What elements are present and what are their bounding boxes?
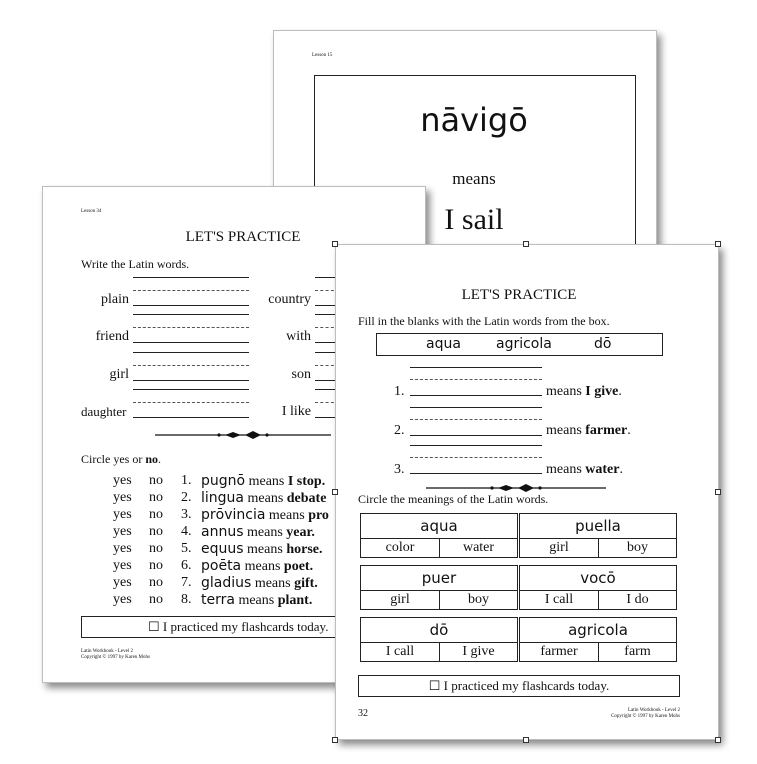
fill-number: 2. — [394, 423, 405, 438]
write-guide — [133, 290, 249, 291]
write-line — [410, 367, 542, 368]
meaning-option-label: water — [462, 540, 495, 555]
practiced-label: ☐ I practiced my flashcards today. — [428, 678, 610, 693]
meaning-option-label: girl — [549, 540, 569, 555]
fill-number: 3. — [394, 462, 405, 477]
page-number: 32 — [358, 708, 368, 719]
circle-instruction: Circle the meanings of the Latin words. — [358, 492, 549, 506]
right-footer-line2: Copyright © 1997 by Karen Mohs — [611, 714, 680, 719]
resize-handle-sw[interactable] — [332, 737, 338, 743]
write-guide — [410, 379, 542, 380]
flashcard-word: nāvigō — [420, 101, 528, 139]
left-footer-line1: Latin Workbook - Level 2 — [81, 649, 133, 654]
left-word-label: daughter — [81, 404, 127, 419]
resize-handle-e[interactable] — [715, 489, 721, 495]
meaning-latin: puer — [421, 569, 457, 587]
box-word: aqua — [426, 336, 461, 352]
write-guide — [133, 402, 249, 403]
write-line — [410, 407, 542, 408]
flashcard-means: means — [452, 169, 496, 188]
resize-handle-n[interactable] — [523, 241, 529, 247]
meaning-option-label: I do — [626, 592, 649, 607]
circle-instruction: Circle yes or no. — [81, 452, 161, 466]
meaning-option-label: I give — [462, 644, 495, 659]
fill-text: means I give. — [546, 384, 622, 399]
meaning-latin: dō — [429, 621, 449, 639]
write-line — [410, 445, 542, 446]
resize-handle-nw[interactable] — [332, 241, 338, 247]
divider-ornament — [155, 429, 331, 441]
right-word-label: country — [268, 292, 311, 307]
flashcard-meaning: I sail — [444, 203, 504, 236]
meaning-latin: puella — [575, 517, 621, 535]
resize-handle-w[interactable] — [332, 489, 338, 495]
meaning-option-label: I call — [544, 592, 574, 607]
right-word-label: with — [286, 329, 311, 344]
practiced-box — [358, 675, 680, 697]
write-guide — [410, 457, 542, 458]
write-line — [133, 352, 249, 353]
meaning-option-label: boy — [468, 592, 489, 607]
write-guide — [133, 327, 249, 328]
left-page-instruction: Write the Latin words. — [81, 257, 190, 271]
left-page: Lesson 34 LET'S PRACTICE Write the Latin words. plain friend girl daughter country with son I like Circle yes or no. yes no 1. pugnō means I stop. yes no 2. lingua means debate yes no 3. prōvincia means pro yes no 4. annus means year. yes no 5. equus means horse. yes no 6. poēta means poet. yes no 7. gladius means gift. yes no 8. terra means plant. ☐ I practiced my flashcards today. Latin Workbook - Level 2 Copyright © 1997 by Karen Mohs — [42, 186, 426, 683]
right-word-label: son — [291, 367, 311, 382]
box-word: agricola — [496, 336, 552, 352]
resize-handle-ne[interactable] — [715, 241, 721, 247]
left-page-title: LET'S PRACTICE — [185, 229, 301, 245]
back-page-lesson: Lesson 15 — [312, 53, 333, 58]
resize-handle-se[interactable] — [715, 737, 721, 743]
left-word-label: plain — [101, 292, 129, 307]
write-line — [410, 435, 542, 436]
write-guide — [410, 419, 542, 420]
box-word: dō — [594, 336, 612, 352]
write-guide — [133, 365, 249, 366]
meaning-option-label: farm — [624, 644, 651, 659]
left-word-label: girl — [109, 367, 129, 382]
meaning-option-label: girl — [390, 592, 410, 607]
write-line — [133, 277, 249, 278]
practiced-label: ☐ I practiced my flashcards today. — [148, 619, 329, 634]
resize-handle-s[interactable] — [523, 737, 529, 743]
meaning-option-label: color — [385, 540, 415, 555]
right-word-label: I like — [281, 404, 311, 419]
meaning-latin: vocō — [580, 569, 616, 587]
meaning-option-label: farmer — [540, 644, 578, 659]
left-footer-line2: Copyright © 1997 by Karen Mohs — [81, 655, 150, 660]
fill-text: means water. — [546, 462, 623, 477]
left-word-label: friend — [95, 329, 129, 344]
meaning-option-label: boy — [627, 540, 648, 555]
right-page-instruction: Fill in the blanks with the Latin words from the box. — [358, 314, 610, 328]
fill-number: 1. — [394, 384, 405, 399]
right-footer-line1: Latin Workbook - Level 2 — [628, 708, 680, 713]
left-page-lesson: Lesson 34 — [81, 209, 102, 214]
write-line — [133, 314, 249, 315]
fill-text: means farmer. — [546, 423, 631, 438]
meaning-latin: agricola — [568, 621, 628, 639]
right-page[interactable] — [335, 244, 719, 740]
write-line — [133, 389, 249, 390]
write-line — [410, 395, 542, 396]
write-line — [410, 473, 542, 474]
right-page-title: LET'S PRACTICE — [461, 287, 577, 303]
meaning-latin: aqua — [420, 517, 458, 535]
meaning-option-label: I call — [385, 644, 415, 659]
